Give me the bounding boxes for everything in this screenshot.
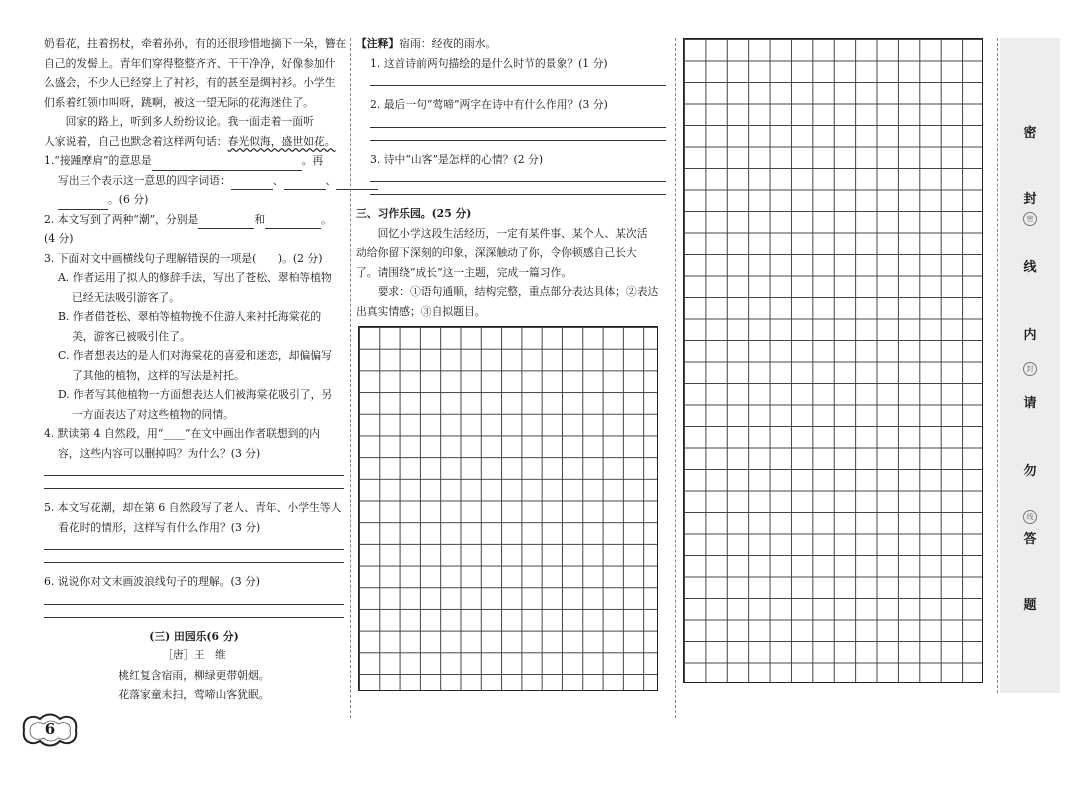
seal-char: 密 bbox=[1023, 126, 1037, 141]
question-1-end bbox=[44, 190, 344, 210]
passage-line: 自己的发髻上。青年们穿得整整齐齐、干干净净，好像参加什 bbox=[44, 56, 336, 70]
option-a-cont: 已经无法吸引游客了。 bbox=[72, 290, 180, 304]
answer-blank[interactable] bbox=[231, 176, 273, 190]
answer-blank[interactable] bbox=[265, 215, 321, 229]
q1-words-text: 写出三个表示这一意思的四字词语： bbox=[58, 173, 231, 187]
seal-char: 请 bbox=[1023, 396, 1037, 411]
seal-line bbox=[997, 38, 998, 693]
option-b-cont: 美，游客已被吸引住了。 bbox=[72, 329, 191, 343]
question-2 bbox=[44, 210, 344, 230]
note-label: 【注释】 bbox=[356, 37, 400, 50]
passage-line: 奶看花，拄着拐杖，牵着孙孙，有的还很珍惜地摘下一朵，簪在 bbox=[44, 37, 347, 50]
answer-line[interactable] bbox=[370, 126, 666, 128]
option-c-cont: 了其他的植物，这样的写法是衬托。 bbox=[72, 368, 245, 382]
passage-last-line bbox=[44, 132, 344, 152]
answer-line[interactable] bbox=[370, 139, 666, 141]
section-3-heading: 三、习作乐园。(25 分) bbox=[356, 207, 472, 220]
option-a[interactable]: A. 作者运用了拟人的修辞手法，写出了苍松、翠柏等植物 bbox=[58, 271, 332, 284]
middle-column bbox=[356, 34, 666, 321]
seal-circle-mark: 封 bbox=[1023, 362, 1037, 376]
column-divider bbox=[675, 38, 676, 718]
seal-circle-mark: 线 bbox=[1023, 510, 1037, 524]
question-5: 5. 本文写花潮，却在第 6 自然段写了老人、青年、小学生等人 bbox=[44, 501, 342, 514]
passage-line: 么盛会，不少人已经穿上了衬衫，有的甚至是绸衬衫。小学生 bbox=[44, 76, 336, 89]
writing-prompt: 回忆小学这段生活经历，一定有某件事、某个人、某次活 bbox=[377, 226, 648, 240]
writing-grid-page[interactable] bbox=[683, 38, 983, 683]
passage-line: 们系着红领巾叫呀，跳啊，被这一望无际的花海迷住了。 bbox=[44, 95, 314, 109]
poem-note bbox=[356, 34, 666, 54]
answer-blank[interactable] bbox=[284, 176, 326, 190]
option-c[interactable]: C. 作者想表达的是人们对海棠花的喜爱和迷恋，却偏偏写 bbox=[58, 349, 332, 362]
question-6: 6. 说说你对文末画波浪线句子的理解。(3 分) bbox=[44, 575, 261, 588]
question-5-cont: 看花时的情形，这样写有什么作用？(3 分) bbox=[58, 520, 261, 534]
wavy-sentence: 春光似海，盛世如花。 bbox=[227, 134, 336, 148]
seal-char: 题 bbox=[1023, 598, 1037, 613]
seal-char: 勿 bbox=[1023, 464, 1037, 479]
answer-line[interactable] bbox=[44, 616, 344, 618]
passage-last-text: 人家说着，自己也默念着这样两句话： bbox=[44, 134, 228, 148]
option-b[interactable]: B. 作者借苍松、翠柏等植物挽不住游人来衬托海棠花的 bbox=[58, 310, 322, 323]
answer-line[interactable] bbox=[44, 487, 344, 489]
question-2-score: (4 分) bbox=[44, 232, 74, 245]
answer-line[interactable] bbox=[44, 474, 344, 476]
q1-end: 。再 bbox=[301, 154, 324, 167]
poem-question-1: 1. 这首诗前两句描绘的是什么时节的景象？(1 分) bbox=[370, 56, 608, 70]
page-number: 6 bbox=[44, 720, 56, 738]
seal-char: 封 bbox=[1023, 192, 1037, 207]
poem-author: ［唐］王 维 bbox=[162, 649, 226, 661]
answer-blank[interactable] bbox=[152, 157, 302, 171]
answer-line[interactable] bbox=[44, 561, 344, 563]
separator: 、 bbox=[272, 173, 284, 187]
writing-requirements-cont: 出真实情感；③自拟题目。 bbox=[356, 304, 486, 318]
question-4: 4. 默读第 4 自然段，用“____”在文中画出作者联想到的内 bbox=[44, 427, 321, 440]
answer-line[interactable] bbox=[44, 548, 344, 550]
seal-char: 线 bbox=[1023, 260, 1037, 275]
answer-line[interactable] bbox=[370, 84, 666, 86]
writing-requirements: 要求：①语句通顺，结构完整，重点部分表达具体；②表达 bbox=[377, 285, 659, 298]
answer-line[interactable] bbox=[370, 193, 666, 195]
seal-char: 内 bbox=[1023, 328, 1037, 343]
writing-prompt: 了。请围绕“成长”这一主题，完成一篇习作。 bbox=[356, 265, 573, 279]
left-column bbox=[44, 34, 347, 705]
q1-text: 1.“接踵摩肩”的意思是 bbox=[44, 154, 152, 167]
answer-blank[interactable] bbox=[198, 215, 254, 229]
poem-question-2: 2. 最后一句“莺啼”两字在诗中有什么作用？(3 分) bbox=[370, 98, 608, 111]
note-text: 宿雨：经夜的雨水。 bbox=[399, 37, 497, 50]
seal-circle-mark: 密 bbox=[1023, 212, 1037, 226]
option-d-cont: 一方面表达了对这些植物的同情。 bbox=[72, 407, 234, 421]
answer-line[interactable] bbox=[370, 180, 666, 182]
column-divider bbox=[350, 38, 351, 718]
poem-title: (三) 田园乐(6 分) bbox=[149, 629, 239, 643]
seal-char: 答 bbox=[1023, 532, 1037, 547]
question-1 bbox=[44, 151, 344, 171]
q2-and: 和 bbox=[254, 212, 266, 226]
q2-end: 。 bbox=[321, 212, 332, 226]
writing-prompt: 动给你留下深刻的印象，深深触动了你，令你顿感自己长大 bbox=[356, 246, 637, 259]
q1-score: 。(6 分) bbox=[108, 193, 149, 206]
poem-line: 桃红复含宿雨，柳绿更带朝烟。 bbox=[118, 668, 270, 682]
passage-last-para: 回家的路上，听到多人纷纷议论。我一面走着一面听 bbox=[65, 115, 314, 128]
separator: 、 bbox=[325, 173, 337, 187]
poem-question-3: 3. 诗中“山客”是怎样的心情？(2 分) bbox=[370, 152, 544, 166]
option-d[interactable]: D. 作者写其他植物一方面想表达人们被海棠花吸引了，另 bbox=[58, 388, 333, 401]
question-3: 3. 下面对文中画横线句子理解错误的一项是( )。(2 分) bbox=[44, 251, 323, 265]
writing-grid[interactable] bbox=[358, 326, 658, 691]
poem-line: 花落家童未扫，莺啼山客犹眠。 bbox=[118, 688, 270, 701]
question-4-cont: 容，这些内容可以删掉吗？为什么？(3 分) bbox=[58, 446, 261, 460]
answer-blank[interactable] bbox=[58, 196, 108, 210]
answer-line[interactable] bbox=[44, 603, 344, 605]
question-1-words bbox=[44, 171, 344, 191]
q2-text: 2. 本文写到了两种“潮”，分别是 bbox=[44, 212, 199, 226]
